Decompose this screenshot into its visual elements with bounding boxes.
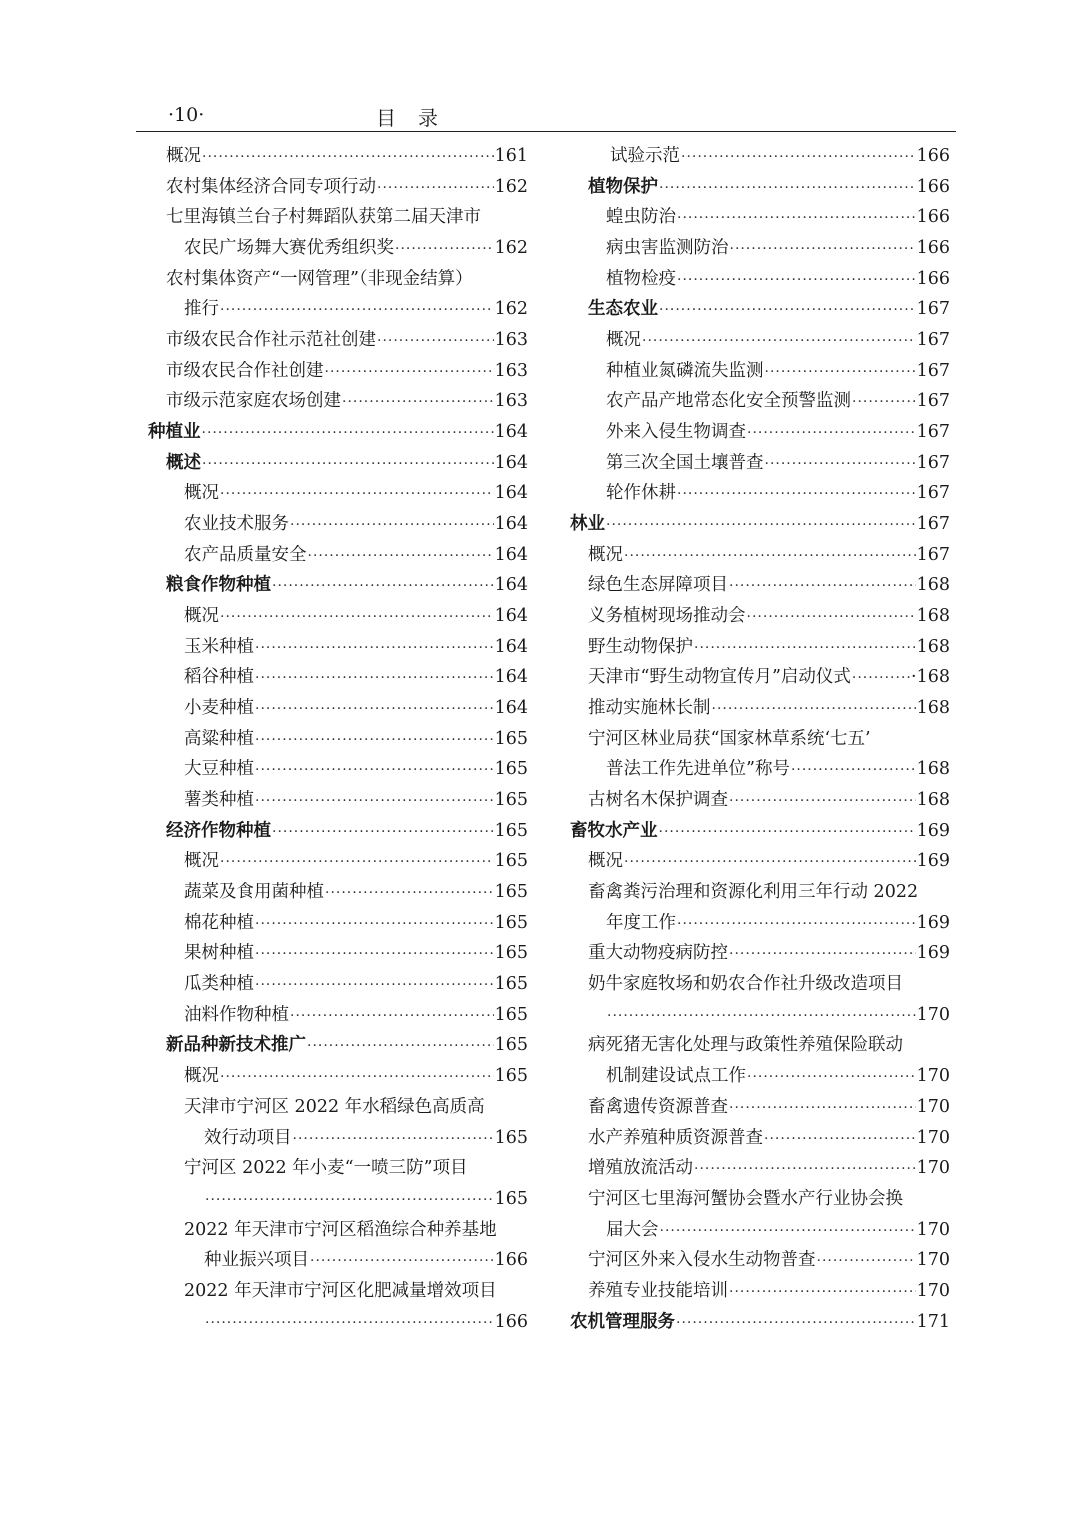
toc-entry [148, 1307, 528, 1338]
toc-leader-dots [729, 571, 916, 602]
toc-entry-page: 166 [916, 176, 950, 197]
toc-entry [570, 1061, 950, 1092]
toc-entry-page: 166 [916, 238, 950, 259]
toc-leader-dots [205, 1308, 494, 1339]
toc-left-column [148, 141, 528, 1337]
toc-leader-dots [852, 663, 910, 694]
toc-leader-dots [255, 786, 494, 817]
toc-leader-dots [290, 510, 494, 541]
toc-entry-page: 170 [916, 1219, 950, 1240]
toc-leader-dots [342, 387, 494, 418]
toc-entry-title: 油料作物种植 [184, 1004, 289, 1025]
toc-entry-title: 农村集体经济合同专项行动 [166, 176, 376, 197]
toc-entry-title: 种植业氮磷流失监测 [606, 360, 764, 381]
toc-entry [570, 1276, 950, 1307]
toc-entry-title: 植物检疫 [606, 268, 676, 289]
toc-leader-dots [694, 1154, 916, 1185]
toc-entry-title: 绿色生态屏障项目 [588, 575, 728, 596]
toc-leader-dots [377, 173, 494, 204]
toc-entry [148, 1184, 528, 1215]
toc-entry-page: 164 [494, 606, 528, 627]
toc-entry-title: 稻谷种植 [184, 667, 254, 688]
toc-entry-page: 169 [916, 820, 950, 841]
toc-entry [570, 478, 950, 509]
toc-entry-page: ·168 [911, 667, 950, 688]
toc-entry [148, 509, 528, 540]
header-rule [136, 131, 956, 132]
toc-entry [148, 570, 528, 601]
toc-entry [570, 662, 950, 693]
toc-leader-dots [272, 817, 494, 848]
toc-leader-dots [729, 786, 916, 817]
toc-entry [148, 908, 528, 939]
toc-entry-page: 164 [494, 514, 528, 535]
toc-entry [148, 294, 528, 325]
toc-entry [570, 754, 950, 785]
page-number: ·10· [168, 104, 205, 126]
toc-entry-title: 概况 [166, 146, 201, 166]
toc-entry [148, 1030, 528, 1061]
toc-entry-title: 农村集体资产“一网管理”（非现金结算） [166, 268, 473, 289]
toc-leader-dots [255, 755, 494, 786]
toc-entry-title: 蔬菜及食用菌种植 [184, 882, 324, 903]
toc-entry [148, 233, 528, 264]
toc-entry-page: 168 [916, 606, 950, 627]
toc-leader-dots [677, 479, 916, 510]
toc-entry-title: 畜牧水产业 [570, 820, 658, 841]
toc-leader-dots [747, 418, 916, 449]
toc-entry-page: 165 [494, 1004, 528, 1025]
toc-leader-dots [677, 265, 916, 296]
toc-entry [148, 386, 528, 417]
toc-entry [148, 1061, 528, 1092]
toc-entry-title: 概况 [606, 330, 641, 351]
toc-leader-dots [694, 633, 916, 664]
toc-leader-dots [325, 878, 494, 909]
toc-entry-page: 168 [916, 575, 950, 596]
toc-entry-page: 164 [494, 452, 528, 473]
toc-entry [570, 172, 950, 203]
toc-leader-dots [765, 449, 916, 480]
toc-entry [148, 417, 528, 448]
toc-leader-dots [310, 1246, 494, 1277]
toc-entry-title: 机制建设试点工作 [606, 1066, 746, 1087]
toc-entry-title: 增殖放流活动 [588, 1158, 693, 1179]
toc-entry-title: 推动实施林长制 [588, 698, 711, 719]
toc-entry [570, 846, 950, 877]
toc-entry [570, 785, 950, 816]
toc-entry [570, 386, 950, 417]
toc-entry-title: 野生动物保护 [588, 636, 693, 657]
toc-entry-page: 170 [916, 1096, 950, 1117]
toc-entry [570, 1184, 950, 1215]
toc-entry-page: 168 [916, 759, 950, 780]
toc-entry-page: 166 [916, 207, 950, 228]
toc-leader-dots [202, 142, 494, 173]
toc-entry-page: 161 [494, 146, 528, 166]
toc-entry-title: 畜禽遗传资源普查 [588, 1096, 728, 1117]
toc-leader-dots [712, 694, 916, 725]
toc-entry-title: 植物保护 [588, 176, 658, 197]
toc-entry [570, 325, 950, 356]
toc-leader-dots [205, 1185, 494, 1216]
toc-entry-title: 种植业 [148, 422, 201, 443]
toc-entry-title: 七里海镇兰台子村舞蹈队获第二届天津市 [166, 207, 481, 228]
toc-entry [570, 448, 950, 479]
toc-entry-page: 166 [916, 268, 950, 289]
toc-entry-page: 165 [494, 728, 528, 749]
toc-entry [148, 754, 528, 785]
toc-entry [570, 908, 950, 939]
toc-entry-title: 推行 [184, 299, 219, 320]
toc-entry-title: 畜禽粪污治理和资源化利用三年行动 2022 [588, 882, 919, 903]
toc-entry-title: 2022 年天津市宁河区化肥减量增效项目 [184, 1280, 497, 1301]
toc-entry-page: 170 [916, 1280, 950, 1301]
toc-leader-dots [764, 1124, 916, 1155]
toc-entry-page: 167 [916, 299, 950, 320]
toc-entry-page: 163 [494, 330, 528, 351]
toc-entry [148, 540, 528, 571]
toc-entry [148, 356, 528, 387]
toc-entry-page: 168 [916, 636, 950, 657]
toc-entry [148, 785, 528, 816]
toc-leader-dots [659, 173, 916, 204]
toc-leader-dots [255, 909, 494, 940]
toc-entry [570, 417, 950, 448]
toc-entry-title: 农业技术服务 [184, 514, 289, 535]
toc-entry [570, 202, 950, 233]
toc-leader-dots [220, 479, 494, 510]
toc-entry-title: 薯类种植 [184, 790, 254, 811]
toc-entry-page: 165 [494, 759, 528, 780]
toc-entry-page: 165 [494, 1066, 528, 1087]
toc-entry-page: 167 [916, 452, 950, 473]
toc-entry-page: 165 [494, 912, 528, 933]
toc-entry-page: 167 [916, 360, 950, 381]
toc-entry-title: 农机管理服务 [570, 1311, 675, 1332]
toc-entry-page: 165 [494, 943, 528, 964]
toc-entry-page: 165 [494, 1035, 528, 1056]
toc-entry [148, 141, 528, 172]
toc-entry-title: 概况 [184, 1066, 219, 1087]
toc-right-column [570, 141, 950, 1337]
toc-entry-page: 170 [916, 1158, 950, 1179]
toc-entry [148, 724, 528, 755]
toc-entry-title: 概况 [588, 544, 623, 565]
toc-entry-title: 宁河区 2022 年小麦“一喷三防”项目 [184, 1158, 468, 1179]
toc-leader-dots [765, 357, 916, 388]
toc-entry-title: 宁河区外来入侵水生动物普查 [588, 1250, 816, 1271]
toc-entry [570, 693, 950, 724]
toc-entry [570, 509, 950, 540]
toc-entry-title: 棉花种植 [184, 912, 254, 933]
toc-entry-title: 病虫害监测防治 [606, 238, 729, 259]
toc-entry-title: 义务植树现场推动会 [588, 606, 746, 627]
toc-entry [570, 141, 950, 172]
toc-entry-title: 蝗虫防治 [606, 207, 676, 228]
toc-entry-page: 168 [916, 698, 950, 719]
page-header [136, 100, 956, 132]
toc-entry-title: 种业振兴项目 [204, 1250, 309, 1271]
toc-entry-title: 效行动项目 [204, 1127, 292, 1148]
toc-leader-dots [747, 1062, 916, 1093]
toc-entry-title: 高粱种植 [184, 728, 254, 749]
toc-leader-dots [729, 1093, 916, 1124]
toc-entry [570, 356, 950, 387]
toc-entry [148, 1245, 528, 1276]
toc-entry-page: 171 [916, 1311, 950, 1332]
toc-entry-title: 宁河区林业局获“国家林草系统‘七五’ [588, 728, 871, 749]
toc-entry-page: 167 [916, 483, 950, 504]
toc-entry [148, 816, 528, 847]
toc-entry-title: 新品种新技术推广 [166, 1035, 306, 1056]
toc-entry [570, 1000, 950, 1031]
toc-leader-dots [747, 602, 916, 633]
toc-entry-page: 165 [494, 974, 528, 995]
toc-entry-title: 农民广场舞大赛优秀组织奖 [184, 238, 394, 259]
toc-entry-title: 概况 [184, 606, 219, 627]
toc-entry [570, 1215, 950, 1246]
toc-entry-page: 170 [916, 1250, 950, 1271]
toc-entry [570, 601, 950, 632]
toc-entry [148, 632, 528, 663]
toc-entry [570, 969, 950, 1000]
toc-entry-title: 农产品产地常态化安全预警监测 [606, 391, 851, 412]
toc-entry [148, 1000, 528, 1031]
toc-entry-title: 天津市“野生动物宣传月”启动仪式 [588, 667, 851, 688]
toc-entry-page: 168 [916, 790, 950, 811]
toc-entry [148, 1215, 528, 1246]
toc-leader-dots [255, 939, 494, 970]
toc-entry-page: 162 [494, 238, 528, 259]
toc-entry [570, 233, 950, 264]
toc-leader-dots [677, 203, 916, 234]
toc-entry-page: 170 [916, 1127, 950, 1148]
toc-entry-title: 概况 [588, 851, 623, 872]
toc-entry-title: 轮作休耕 [606, 483, 676, 504]
toc-entry-page: 167 [916, 544, 950, 565]
toc-leader-dots [659, 817, 916, 848]
toc-entry-page: 169 [916, 943, 950, 964]
toc-entry [570, 540, 950, 571]
toc-entry [570, 632, 950, 663]
toc-entry [148, 938, 528, 969]
toc-entry [570, 724, 950, 755]
toc-entry-page: 167 [916, 391, 950, 412]
toc-entry-page: 164 [494, 575, 528, 596]
toc-entry-title: 年度工作 [606, 912, 676, 933]
toc-entry [148, 172, 528, 203]
toc-leader-dots [817, 1246, 916, 1277]
toc-entry [148, 202, 528, 233]
toc-entry-page: 170 [916, 1066, 950, 1087]
toc-entry-page: 164 [494, 483, 528, 504]
toc-leader-dots [659, 295, 916, 326]
toc-entry [148, 448, 528, 479]
toc-leader-dots [272, 571, 494, 602]
toc-entry-title: 病死猪无害化处理与政策性养殖保险联动 [588, 1035, 903, 1056]
toc-entry-page: 164 [494, 422, 528, 443]
toc-entry-page: 165 [494, 1127, 528, 1148]
toc-entry-page: 163 [494, 360, 528, 381]
toc-entry-page: 162 [494, 299, 528, 320]
toc-entry [148, 1276, 528, 1307]
toc-leader-dots [255, 633, 494, 664]
toc-entry-title: 重大动物疫病防控 [588, 943, 728, 964]
toc-entry [148, 325, 528, 356]
toc-entry [148, 969, 528, 1000]
toc-leader-dots [676, 1308, 916, 1339]
toc-entry-title: 试验示范 [610, 146, 680, 166]
toc-leader-dots [729, 939, 916, 970]
toc-leader-dots [681, 142, 916, 173]
toc-entry-page: 167 [916, 422, 950, 443]
toc-leader-dots [624, 847, 916, 878]
toc-entry-page: 166 [494, 1311, 528, 1332]
toc-entry-title: 概述 [166, 452, 201, 473]
toc-leader-dots [325, 357, 494, 388]
toc-leader-dots [255, 663, 494, 694]
toc-entry [148, 478, 528, 509]
toc-leader-dots [677, 909, 916, 940]
toc-entry [570, 877, 950, 908]
toc-leader-dots [293, 1124, 494, 1155]
toc-entry-page: 164 [494, 636, 528, 657]
toc-leader-dots [220, 295, 494, 326]
toc-leader-dots [660, 1216, 916, 1247]
toc-entry [570, 816, 950, 847]
toc-entry-title: 市级示范家庭农场创建 [166, 391, 341, 412]
toc-leader-dots [307, 1031, 494, 1062]
toc-entry-title: 奶牛家庭牧场和奶农合作社升级改造项目 [588, 974, 903, 995]
toc-entry [570, 1153, 950, 1184]
toc-entry-title: 市级农民合作社示范社创建 [166, 330, 376, 351]
toc-leader-dots [255, 970, 494, 1001]
toc-entry [570, 264, 950, 295]
toc-entry-title: 玉米种植 [184, 636, 254, 657]
toc-entry-title: 林业 [570, 514, 605, 535]
toc-entry-page: 164 [494, 667, 528, 688]
toc-entry-page: 166 [916, 146, 950, 166]
toc-entry-title: 果树种植 [184, 943, 254, 964]
toc-entry [570, 1123, 950, 1154]
toc-entry [148, 877, 528, 908]
toc-leader-dots [202, 418, 494, 449]
toc-leader-dots [395, 234, 494, 265]
toc-entry-page: 170 [916, 1004, 950, 1025]
toc-entry-title: 农产品质量安全 [184, 544, 307, 565]
toc-entry-page: 164 [494, 544, 528, 565]
toc-leader-dots [220, 602, 494, 633]
toc-leader-dots [308, 541, 494, 572]
toc-entry-page: 165 [494, 1188, 528, 1209]
toc-leader-dots [729, 1277, 916, 1308]
toc-leader-dots [220, 847, 494, 878]
toc-entry-title: 届大会 [606, 1219, 659, 1240]
toc-leader-dots [255, 725, 494, 756]
toc-entry-page: 166 [494, 1250, 528, 1271]
toc-entry-title: 古树名木保护调查 [588, 790, 728, 811]
toc-entry [570, 1092, 950, 1123]
toc-entry-title: 第三次全国土壤普查 [606, 452, 764, 473]
toc-entry-title: 天津市宁河区 2022 年水稻绿色高质高 [184, 1096, 485, 1117]
toc-leader-dots [255, 694, 494, 725]
toc-entry [570, 1307, 950, 1338]
toc-leader-dots [730, 234, 916, 265]
toc-entry-page: 165 [494, 851, 528, 872]
toc-entry-page: 164 [494, 698, 528, 719]
toc-entry-page: 169 [916, 851, 950, 872]
toc-leader-dots [202, 449, 494, 480]
toc-entry-title: 2022 年天津市宁河区稻渔综合种养基地 [184, 1219, 497, 1240]
page-title: 目录 [376, 106, 460, 130]
toc-entry [570, 1245, 950, 1276]
toc-entry-page: 165 [494, 882, 528, 903]
toc-entry-page: 167 [916, 514, 950, 535]
toc-entry-title: 外来入侵生物调查 [606, 422, 746, 443]
toc-entry [148, 693, 528, 724]
toc-leader-dots [290, 1001, 494, 1032]
toc-entry-page: 162 [494, 176, 528, 197]
toc-entry-title: 小麦种植 [184, 698, 254, 719]
toc-entry [148, 264, 528, 295]
toc-entry [570, 1030, 950, 1061]
toc-entry-title: 概况 [184, 851, 219, 872]
toc-entry [148, 1153, 528, 1184]
toc-entry-title: 养殖专业技能培训 [588, 1280, 728, 1301]
toc-entry-page: 167 [916, 330, 950, 351]
toc-entry-title: 普法工作先进单位”称号 [606, 759, 790, 780]
toc-leader-dots [852, 387, 916, 418]
toc-leader-dots [220, 1062, 494, 1093]
toc-leader-dots [642, 326, 916, 357]
toc-entry [148, 662, 528, 693]
toc-entry-title: 市级农民合作社创建 [166, 360, 324, 381]
toc-entry [570, 570, 950, 601]
toc-leader-dots [791, 755, 916, 786]
toc-entry-page: 169 [916, 912, 950, 933]
toc-entry-page: 165 [494, 820, 528, 841]
toc-entry [148, 601, 528, 632]
toc-leader-dots [606, 510, 916, 541]
toc-entry-title: 经济作物种植 [166, 820, 271, 841]
toc-entry-title: 瓜类种植 [184, 974, 254, 995]
toc-leader-dots [624, 541, 916, 572]
toc-entry-page: 163 [494, 391, 528, 412]
toc-entry [148, 1123, 528, 1154]
toc-entry [570, 294, 950, 325]
toc-entry-title: 概况 [184, 483, 219, 504]
toc-entry-title: 宁河区七里海河蟹协会暨水产行业协会换 [588, 1188, 903, 1209]
toc-entry-page: 165 [494, 790, 528, 811]
toc-entry-title: 大豆种植 [184, 759, 254, 780]
toc-entry-title: 生态农业 [588, 299, 658, 320]
toc-entry [148, 1092, 528, 1123]
toc-entry [570, 938, 950, 969]
toc-leader-dots [607, 1001, 916, 1032]
toc-entry-title: 水产养殖种质资源普查 [588, 1127, 763, 1148]
toc-entry [148, 846, 528, 877]
toc-entry-title: 粮食作物种植 [166, 575, 271, 596]
toc-leader-dots [377, 326, 494, 357]
